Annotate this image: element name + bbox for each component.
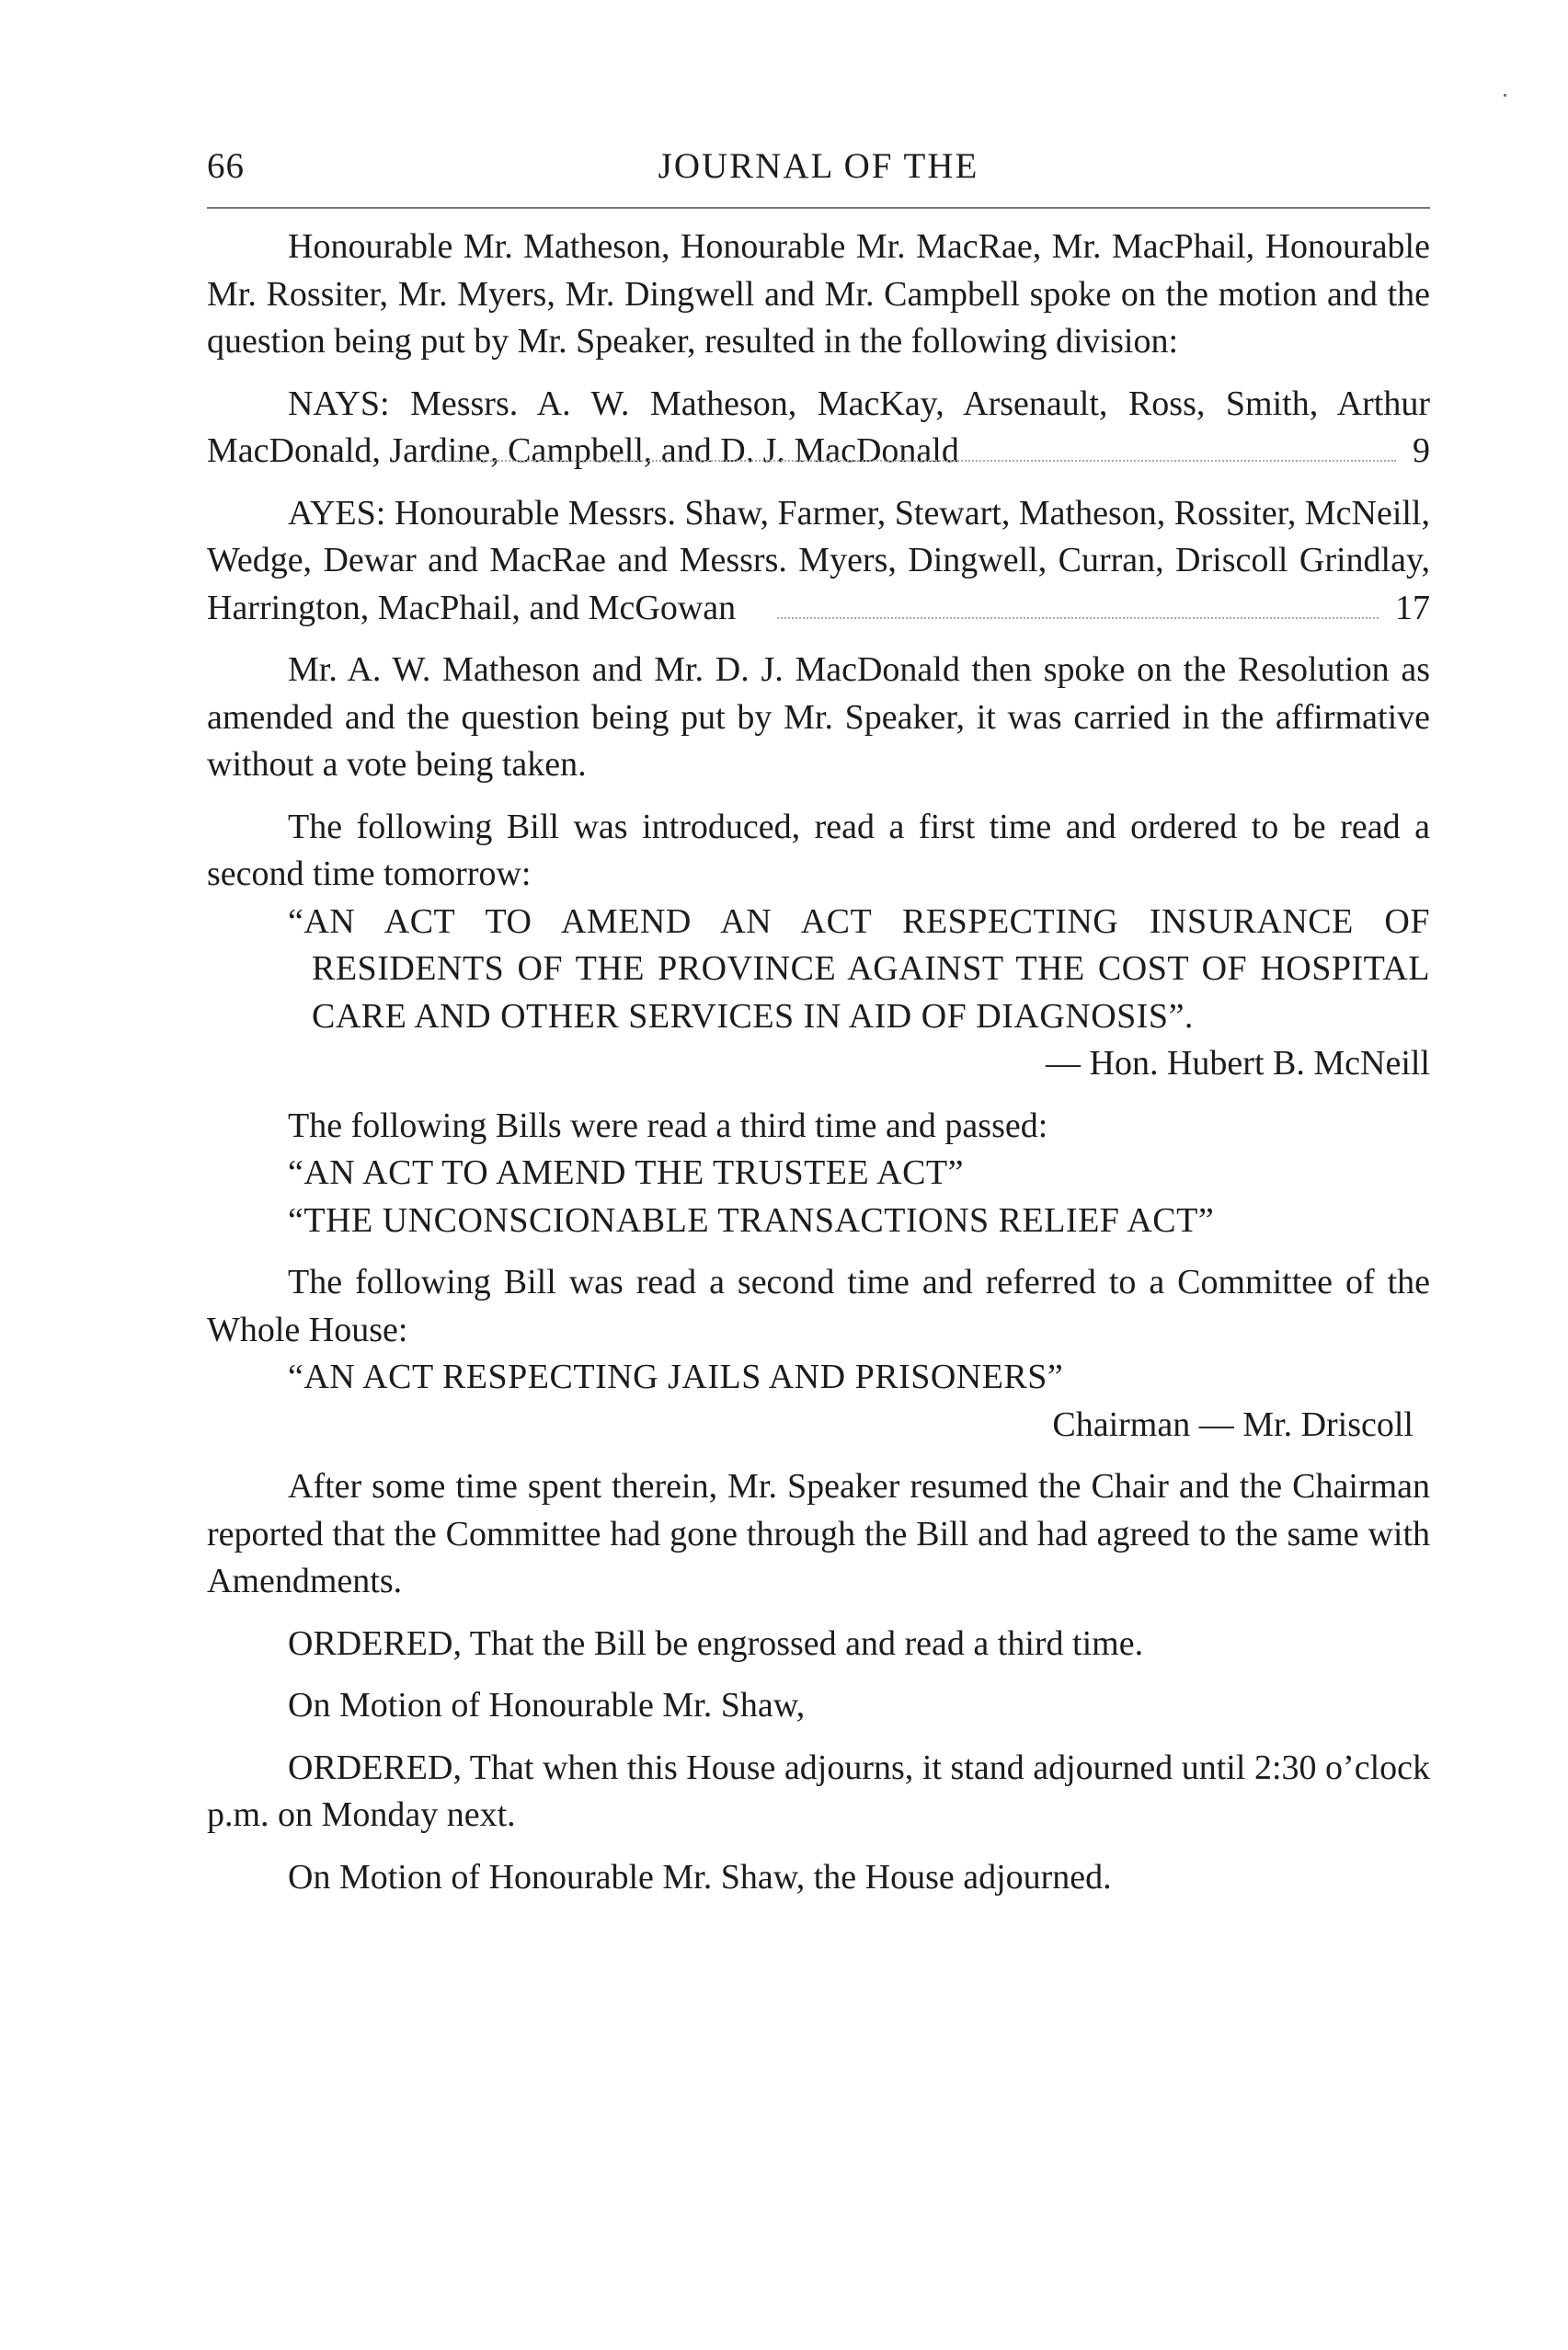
header-rule [207,207,1430,209]
bill-insurance-title: “AN ACT TO AMEND AN ACT RESPECTING INSURANCE OF RESIDENTS OF THE PROVINCE AGAINST THE COST OF HOSPITAL CARE AND OTHER SERVICES IN AID OF DIAGNOSIS”. [288,901,1430,1036]
paragraph-motion-shaw: On Motion of Honourable Mr. Shaw, [288,1686,806,1725]
running-title: JOURNAL OF THE [658,146,979,186]
paragraph-ordered-engrossed: ORDERED, That the Bill be engrossed and read a third time. [288,1623,1144,1663]
page-body [207,224,1430,1901]
paragraph-bill-introduced: The following Bill was introduced, read a first time and ordered to be read a second time tomorrow: [207,807,1430,893]
paragraph-speakers: Honourable Mr. Matheson, Honourable Mr. MacRae, Mr. MacPhail, Honourable Mr. Rossiter, Mr. Myers, Mr. Dingwell and Mr. Campbell spoke on the motion and the question being put by Mr. Speaker, resulted in the following division: [207,227,1430,361]
bill-trustee-act: “AN ACT TO AMEND THE TRUSTEE ACT” [288,1153,965,1192]
paragraph-resolution: Mr. A. W. Matheson and Mr. D. J. MacDonald then spoke on the Resolution as amended and the question being put by Mr. Speaker, it was carried in the affirmative without a vote being taken. [207,650,1430,784]
bill-jails-prisoners: “AN ACT RESPECTING JAILS AND PRISONERS” [288,1358,1064,1396]
nays-leader [432,460,1396,462]
page-number: 66 [207,146,245,186]
scan-speck [1504,94,1506,97]
paragraph-committee-report: After some time spent therein, Mr. Speaker resumed the Chair and the Chairman reported that the Committee had gone through the Bill and had agreed to the same with Amendments. [207,1467,1430,1600]
bill-sponsor: — Hon. Hubert B. McNeill [1046,1044,1430,1083]
nays-text: NAYS: Messrs. A. W. Matheson, MacKay, Arsenault, Ross, Smith, Arthur MacDonald, Jardine, Campbell, and D. J. MacDonald [207,384,1430,470]
page-header [207,145,1430,191]
bill-unconscionable-act: “THE UNCONSCIONABLE TRANSACTIONS RELIEF ACT” [288,1200,1215,1240]
committee-chairman: Chairman — Mr. Driscoll [1052,1404,1413,1444]
paragraph-ordered-adjourn: ORDERED, That when this House adjourns, it stand adjourned until 2:30 o’clock p.m. on Monday next. [207,1748,1430,1834]
nays-count: 9 [1413,431,1430,470]
ayes-count: 17 [1395,588,1430,627]
paragraph-second-reading: The following Bill was read a second time and referred to a Committee of the Whole House: [207,1263,1430,1349]
paragraph-house-adjourned: On Motion of Honourable Mr. Shaw, the House adjourned. [288,1857,1112,1897]
paragraph-third-reading: The following Bills were read a third time and passed: [288,1106,1048,1145]
ayes-text: AYES: Honourable Messrs. Shaw, Farmer, Stewart, Matheson, Rossiter, McNeill, Wedge, Dewar and MacRae and Messrs. Myers, Dingwell, Curran, Driscoll Grindlay, Harrington, MacPhail, and McGowan [207,493,1430,627]
ayes-leader [777,617,1379,619]
